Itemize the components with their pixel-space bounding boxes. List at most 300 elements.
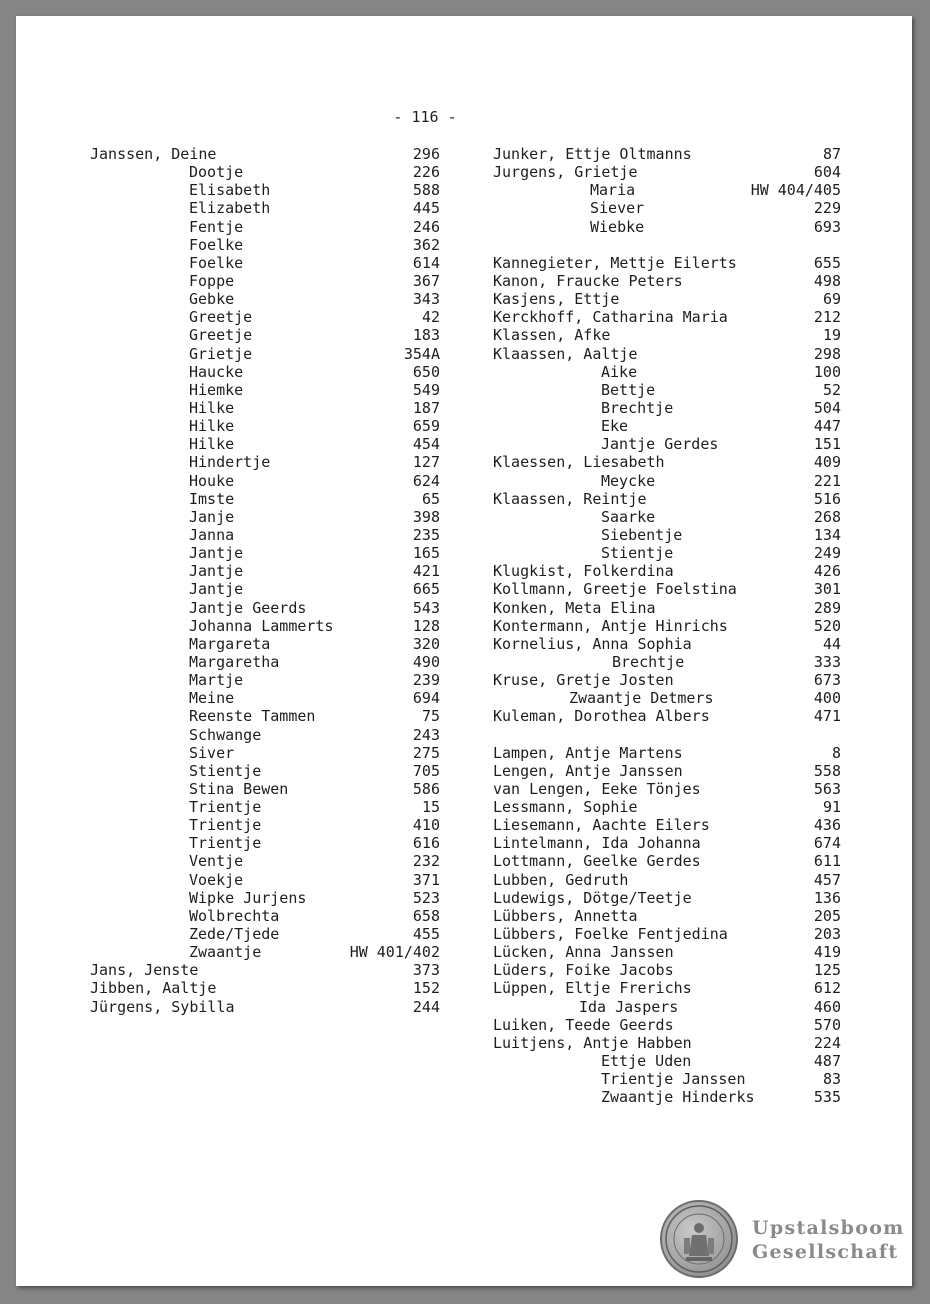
entry-number: 457 bbox=[813, 870, 841, 889]
entry-name: Haucke bbox=[189, 362, 244, 381]
index-entry bbox=[90, 181, 440, 199]
index-entry bbox=[90, 852, 440, 870]
index-entry bbox=[90, 599, 440, 617]
index-entry bbox=[90, 417, 440, 435]
entry-number: 100 bbox=[813, 362, 841, 381]
entry-number: 165 bbox=[412, 544, 440, 563]
index-entry bbox=[493, 345, 841, 363]
entry-name: Schwange bbox=[189, 725, 262, 744]
entry-name: Trientje bbox=[189, 798, 262, 817]
index-entry bbox=[493, 526, 841, 544]
index-entry bbox=[90, 617, 440, 635]
entry-name: Kontermann, Antje Hinrichs bbox=[493, 616, 728, 635]
index-entry bbox=[90, 762, 440, 780]
entry-number: 523 bbox=[412, 888, 440, 907]
entry-number: 212 bbox=[813, 308, 841, 327]
index-entry bbox=[90, 435, 440, 453]
entry-name: Hilke bbox=[189, 435, 235, 454]
entry-name: Kerckhoff, Catharina Maria bbox=[493, 308, 728, 327]
index-entry bbox=[493, 490, 841, 508]
index-entry bbox=[493, 1016, 841, 1034]
entry-number: 694 bbox=[412, 689, 440, 708]
entry-number: 69 bbox=[822, 290, 841, 309]
entry-number: 563 bbox=[813, 779, 841, 798]
entry-number: 460 bbox=[813, 997, 841, 1016]
entry-number: 87 bbox=[822, 145, 841, 163]
entry-name: Jantje Geerds bbox=[189, 598, 307, 617]
index-entry bbox=[493, 979, 841, 997]
entry-name: Jibben, Aaltje bbox=[90, 979, 217, 998]
entry-name: Elizabeth bbox=[189, 199, 271, 218]
index-entry bbox=[90, 726, 440, 744]
entry-name: Hilke bbox=[189, 398, 235, 417]
entry-number: HW 401/402 bbox=[349, 943, 440, 962]
index-entry bbox=[493, 653, 841, 671]
society-seal-icon bbox=[660, 1200, 738, 1278]
entry-name: Trientje bbox=[189, 816, 262, 835]
index-entry bbox=[90, 163, 440, 181]
index-entry bbox=[493, 254, 841, 272]
entry-name: Janje bbox=[189, 507, 235, 526]
index-entry bbox=[493, 1034, 841, 1052]
entry-name: Meycke bbox=[601, 471, 656, 490]
entry-name: Martje bbox=[189, 671, 244, 690]
index-entry bbox=[90, 925, 440, 943]
index-entry bbox=[90, 744, 440, 762]
entry-number: 570 bbox=[813, 1015, 841, 1034]
entry-name: Kanon, Fraucke Peters bbox=[493, 271, 683, 290]
entry-name: Meine bbox=[189, 689, 235, 708]
index-entry bbox=[90, 199, 440, 217]
entry-name: Klaassen, Aaltje bbox=[493, 344, 638, 363]
index-entry bbox=[90, 653, 440, 671]
entry-name: Dootje bbox=[189, 163, 244, 182]
entry-name: Saarke bbox=[601, 507, 656, 526]
entry-name: Liesemann, Aachte Eilers bbox=[493, 816, 710, 835]
entry-number: 504 bbox=[813, 398, 841, 417]
entry-number: 289 bbox=[813, 598, 841, 617]
index-entry bbox=[493, 272, 841, 290]
index-entry bbox=[90, 453, 440, 471]
entry-number: 409 bbox=[813, 453, 841, 472]
entry-number: 371 bbox=[412, 870, 440, 889]
entry-number: HW 404/405 bbox=[750, 181, 841, 200]
index-entry bbox=[493, 635, 841, 653]
index-entry bbox=[90, 544, 440, 562]
entry-name: Trientje bbox=[189, 834, 262, 853]
entry-number: 558 bbox=[813, 761, 841, 780]
index-entry bbox=[493, 871, 841, 889]
left-column bbox=[90, 145, 440, 1016]
entry-name: Lübbers, Foelke Fentjedina bbox=[493, 925, 728, 944]
entry-name: Jantje Gerdes bbox=[601, 435, 719, 454]
index-entry bbox=[90, 943, 440, 961]
index-entry bbox=[493, 181, 841, 199]
index-entry bbox=[90, 689, 440, 707]
index-entry bbox=[493, 399, 841, 417]
index-entry bbox=[90, 381, 440, 399]
entry-number: 693 bbox=[813, 217, 841, 236]
index-entry bbox=[90, 961, 440, 979]
entry-number: 320 bbox=[412, 634, 440, 653]
index-entry bbox=[90, 526, 440, 544]
entry-number: 226 bbox=[412, 163, 440, 182]
entry-name: Foelke bbox=[189, 235, 244, 254]
entry-name: Maria bbox=[590, 181, 636, 200]
entry-name: Lücken, Anna Janssen bbox=[493, 943, 674, 962]
index-entry bbox=[90, 326, 440, 344]
index-entry bbox=[493, 689, 841, 707]
entry-number: 498 bbox=[813, 271, 841, 290]
index-entry bbox=[90, 871, 440, 889]
index-entry bbox=[90, 671, 440, 689]
entry-number: 665 bbox=[412, 580, 440, 599]
index-entry bbox=[493, 998, 841, 1016]
index-entry bbox=[493, 199, 841, 217]
entry-name: Klugkist, Folkerdina bbox=[493, 562, 674, 581]
entry-number: 549 bbox=[412, 380, 440, 399]
entry-name: Eke bbox=[601, 417, 629, 436]
entry-name: Jantje bbox=[189, 580, 244, 599]
entry-number: 614 bbox=[412, 253, 440, 272]
index-entry bbox=[90, 472, 440, 490]
entry-number: 454 bbox=[412, 435, 440, 454]
blank-line bbox=[493, 236, 841, 254]
index-entry bbox=[493, 580, 841, 598]
index-entry bbox=[493, 907, 841, 925]
entry-number: 611 bbox=[813, 852, 841, 871]
entry-number: 91 bbox=[822, 798, 841, 817]
index-entry bbox=[90, 562, 440, 580]
entry-number: 152 bbox=[412, 979, 440, 998]
entry-name: Luitjens, Antje Habben bbox=[493, 1033, 692, 1052]
entry-name: Zwaantje bbox=[189, 943, 262, 962]
index-entry bbox=[90, 834, 440, 852]
index-entry bbox=[90, 272, 440, 290]
entry-number: 655 bbox=[813, 253, 841, 272]
index-entry bbox=[493, 544, 841, 562]
entry-name: Lampen, Antje Martens bbox=[493, 743, 683, 762]
index-entry bbox=[493, 417, 841, 435]
entry-name: Hiemke bbox=[189, 380, 244, 399]
entry-number: 65 bbox=[421, 489, 440, 508]
entry-name: Zwaantje Detmers bbox=[569, 689, 714, 708]
page-number: - 116 - bbox=[393, 108, 457, 126]
entry-name: Ventje bbox=[189, 852, 244, 871]
index-entry bbox=[493, 1088, 841, 1106]
entry-number: 543 bbox=[412, 598, 440, 617]
entry-name: Imste bbox=[189, 489, 235, 508]
blank-line bbox=[493, 726, 841, 744]
society-name-line2: Gesellschaft bbox=[752, 1241, 899, 1263]
entry-number: 128 bbox=[412, 616, 440, 635]
index-entry bbox=[90, 780, 440, 798]
entry-number: 362 bbox=[412, 235, 440, 254]
index-entry bbox=[493, 744, 841, 762]
entry-name: Wiebke bbox=[590, 217, 645, 236]
entry-number: 520 bbox=[813, 616, 841, 635]
entry-number: 19 bbox=[822, 326, 841, 345]
entry-name: Fentje bbox=[189, 217, 244, 236]
entry-name: Ludewigs, Dötge/Teetje bbox=[493, 888, 692, 907]
entry-number: 15 bbox=[421, 798, 440, 817]
entry-number: 445 bbox=[412, 199, 440, 218]
entry-number: 52 bbox=[822, 380, 841, 399]
index-entry bbox=[493, 617, 841, 635]
entry-number: 400 bbox=[813, 689, 841, 708]
index-entry bbox=[90, 308, 440, 326]
entry-number: 244 bbox=[412, 997, 440, 1016]
entry-name: Gebke bbox=[189, 290, 235, 309]
index-entry bbox=[493, 381, 841, 399]
index-entry bbox=[90, 490, 440, 508]
entry-number: 421 bbox=[412, 562, 440, 581]
entry-number: 235 bbox=[412, 525, 440, 544]
entry-name: Siever bbox=[590, 199, 645, 218]
entry-name: Wipke Jurjens bbox=[189, 888, 307, 907]
index-entry bbox=[493, 852, 841, 870]
entry-number: 659 bbox=[412, 417, 440, 436]
entry-number: 343 bbox=[412, 290, 440, 309]
entry-name: Konken, Meta Elina bbox=[493, 598, 656, 617]
entry-number: 8 bbox=[831, 743, 841, 762]
entry-name: Zwaantje Hinderks bbox=[601, 1088, 755, 1107]
entry-name: Siebentje bbox=[601, 525, 683, 544]
entry-number: 535 bbox=[813, 1088, 841, 1107]
index-entry bbox=[90, 907, 440, 925]
index-entry bbox=[493, 472, 841, 490]
entry-name: Brechtje bbox=[612, 652, 685, 671]
society-name-line1: Upstalsboom bbox=[752, 1217, 905, 1239]
entry-name: Stientje bbox=[601, 544, 674, 563]
entry-number: 187 bbox=[412, 398, 440, 417]
entry-name: Kasjens, Ettje bbox=[493, 290, 620, 309]
entry-number: 373 bbox=[412, 961, 440, 980]
index-entry bbox=[90, 635, 440, 653]
entry-number: 604 bbox=[813, 163, 841, 182]
entry-name: Siver bbox=[189, 743, 235, 762]
entry-number: 239 bbox=[412, 671, 440, 690]
entry-name: Stientje bbox=[189, 761, 262, 780]
index-entry bbox=[493, 798, 841, 816]
entry-name: Jantje bbox=[189, 562, 244, 581]
index-entry bbox=[493, 816, 841, 834]
entry-number: 232 bbox=[412, 852, 440, 871]
index-entry bbox=[90, 145, 440, 163]
entry-number: 674 bbox=[813, 834, 841, 853]
entry-number: 221 bbox=[813, 471, 841, 490]
index-entry bbox=[493, 599, 841, 617]
entry-number: 612 bbox=[813, 979, 841, 998]
entry-name: Jans, Jenste bbox=[90, 961, 199, 980]
entry-name: Junker, Ettje Oltmanns bbox=[493, 145, 692, 163]
entry-number: 705 bbox=[412, 761, 440, 780]
entry-number: 298 bbox=[813, 344, 841, 363]
right-column bbox=[493, 145, 841, 1106]
entry-name: Kannegieter, Mettje Eilerts bbox=[493, 253, 737, 272]
entry-number: 249 bbox=[813, 544, 841, 563]
entry-name: Lübbers, Annetta bbox=[493, 906, 638, 925]
entry-name: Greetje bbox=[189, 308, 253, 327]
entry-name: Kollmann, Greetje Foelstina bbox=[493, 580, 737, 599]
entry-number: 44 bbox=[822, 634, 841, 653]
entry-name: Lüders, Foike Jacobs bbox=[493, 961, 674, 980]
entry-number: 127 bbox=[412, 453, 440, 472]
entry-number: 136 bbox=[813, 888, 841, 907]
entry-name: Jurgens, Grietje bbox=[493, 163, 638, 182]
entry-name: Janssen, Deine bbox=[90, 145, 217, 163]
index-entry bbox=[493, 562, 841, 580]
index-entry bbox=[493, 762, 841, 780]
entry-name: Lüppen, Eltje Frerichs bbox=[493, 979, 692, 998]
index-entry bbox=[90, 816, 440, 834]
entry-name: Hindertje bbox=[189, 453, 271, 472]
index-entry bbox=[493, 163, 841, 181]
entry-name: Klassen, Afke bbox=[493, 326, 611, 345]
entry-number: 471 bbox=[813, 707, 841, 726]
entry-name: Aike bbox=[601, 362, 638, 381]
entry-name: Trientje Janssen bbox=[601, 1070, 746, 1089]
entry-number: 658 bbox=[412, 906, 440, 925]
index-entry bbox=[90, 345, 440, 363]
entry-name: Lengen, Antje Janssen bbox=[493, 761, 683, 780]
entry-name: Houke bbox=[189, 471, 235, 490]
entry-name: Jürgens, Sybilla bbox=[90, 997, 235, 1016]
entry-number: 354A bbox=[403, 344, 440, 363]
entry-name: Reenste Tammen bbox=[189, 707, 316, 726]
entry-number: 455 bbox=[412, 925, 440, 944]
index-entry bbox=[90, 508, 440, 526]
society-name bbox=[752, 1216, 905, 1264]
index-entry bbox=[493, 1070, 841, 1088]
entry-number: 398 bbox=[412, 507, 440, 526]
entry-number: 42 bbox=[421, 308, 440, 327]
entry-number: 125 bbox=[813, 961, 841, 980]
entry-name: Lottmann, Geelke Gerdes bbox=[493, 852, 701, 871]
entry-number: 205 bbox=[813, 906, 841, 925]
index-entry bbox=[493, 326, 841, 344]
index-entry bbox=[493, 1052, 841, 1070]
index-entry bbox=[90, 218, 440, 236]
entry-name: Margareta bbox=[189, 634, 271, 653]
index-entry bbox=[493, 308, 841, 326]
entry-number: 410 bbox=[412, 816, 440, 835]
entry-name: Wolbrechta bbox=[189, 906, 280, 925]
entry-name: Janna bbox=[189, 525, 235, 544]
entry-name: Klaessen, Liesabeth bbox=[493, 453, 665, 472]
entry-name: Grietje bbox=[189, 344, 253, 363]
entry-name: Jantje bbox=[189, 544, 244, 563]
entry-number: 426 bbox=[813, 562, 841, 581]
entry-number: 268 bbox=[813, 507, 841, 526]
entry-name: Brechtje bbox=[601, 398, 674, 417]
entry-name: Lintelmann, Ida Johanna bbox=[493, 834, 701, 853]
index-entry bbox=[493, 961, 841, 979]
entry-name: Foppe bbox=[189, 271, 235, 290]
entry-number: 151 bbox=[813, 435, 841, 454]
entry-number: 624 bbox=[412, 471, 440, 490]
entry-name: Elisabeth bbox=[189, 181, 271, 200]
entry-number: 588 bbox=[412, 181, 440, 200]
entry-number: 516 bbox=[813, 489, 841, 508]
index-entry bbox=[493, 218, 841, 236]
entry-number: 673 bbox=[813, 671, 841, 690]
entry-number: 301 bbox=[813, 580, 841, 599]
entry-name: Lubben, Gedruth bbox=[493, 870, 629, 889]
index-entry bbox=[493, 925, 841, 943]
index-entry bbox=[493, 435, 841, 453]
index-entry bbox=[90, 889, 440, 907]
entry-number: 367 bbox=[412, 271, 440, 290]
entry-name: Ettje Uden bbox=[601, 1052, 692, 1071]
index-entry bbox=[90, 798, 440, 816]
entry-name: Luiken, Teede Geerds bbox=[493, 1015, 674, 1034]
entry-number: 275 bbox=[412, 743, 440, 762]
index-entry bbox=[493, 889, 841, 907]
entry-number: 586 bbox=[412, 779, 440, 798]
entry-number: 75 bbox=[421, 707, 440, 726]
entry-name: Margaretha bbox=[189, 652, 280, 671]
index-entry bbox=[90, 236, 440, 254]
index-entry bbox=[493, 671, 841, 689]
entry-name: Stina Bewen bbox=[189, 779, 289, 798]
index-entry bbox=[493, 780, 841, 798]
entry-name: Bettje bbox=[601, 380, 656, 399]
entry-number: 183 bbox=[412, 326, 440, 345]
entry-number: 224 bbox=[813, 1033, 841, 1052]
entry-name: van Lengen, Eeke Tönjes bbox=[493, 779, 701, 798]
entry-number: 296 bbox=[412, 145, 440, 163]
entry-number: 243 bbox=[412, 725, 440, 744]
entry-number: 134 bbox=[813, 525, 841, 544]
index-entry bbox=[90, 363, 440, 381]
entry-name: Ida Jaspers bbox=[579, 997, 679, 1016]
index-entry bbox=[493, 508, 841, 526]
entry-name: Kornelius, Anna Sophia bbox=[493, 634, 692, 653]
entry-number: 83 bbox=[822, 1070, 841, 1089]
index-entry bbox=[493, 363, 841, 381]
index-entry bbox=[90, 399, 440, 417]
index-entry bbox=[90, 979, 440, 997]
entry-name: Foelke bbox=[189, 253, 244, 272]
entry-number: 229 bbox=[813, 199, 841, 218]
index-entry bbox=[90, 290, 440, 308]
entry-number: 419 bbox=[813, 943, 841, 962]
entry-number: 246 bbox=[412, 217, 440, 236]
index-entry bbox=[493, 943, 841, 961]
entry-number: 333 bbox=[813, 652, 841, 671]
entry-number: 203 bbox=[813, 925, 841, 944]
index-entry bbox=[90, 254, 440, 272]
index-entry bbox=[90, 998, 440, 1016]
entry-name: Johanna Lammerts bbox=[189, 616, 334, 635]
index-entry bbox=[493, 453, 841, 471]
index-entry bbox=[493, 145, 841, 163]
index-entry bbox=[493, 707, 841, 725]
entry-name: Zede/Tjede bbox=[189, 925, 280, 944]
entry-name: Kruse, Gretje Josten bbox=[493, 671, 674, 690]
entry-name: Voekje bbox=[189, 870, 244, 889]
entry-number: 616 bbox=[412, 834, 440, 853]
entry-number: 650 bbox=[412, 362, 440, 381]
index-entry bbox=[90, 707, 440, 725]
entry-name: Kuleman, Dorothea Albers bbox=[493, 707, 710, 726]
entry-number: 487 bbox=[813, 1052, 841, 1071]
index-entry bbox=[493, 290, 841, 308]
index-entry bbox=[90, 580, 440, 598]
entry-number: 436 bbox=[813, 816, 841, 835]
entry-name: Greetje bbox=[189, 326, 253, 345]
